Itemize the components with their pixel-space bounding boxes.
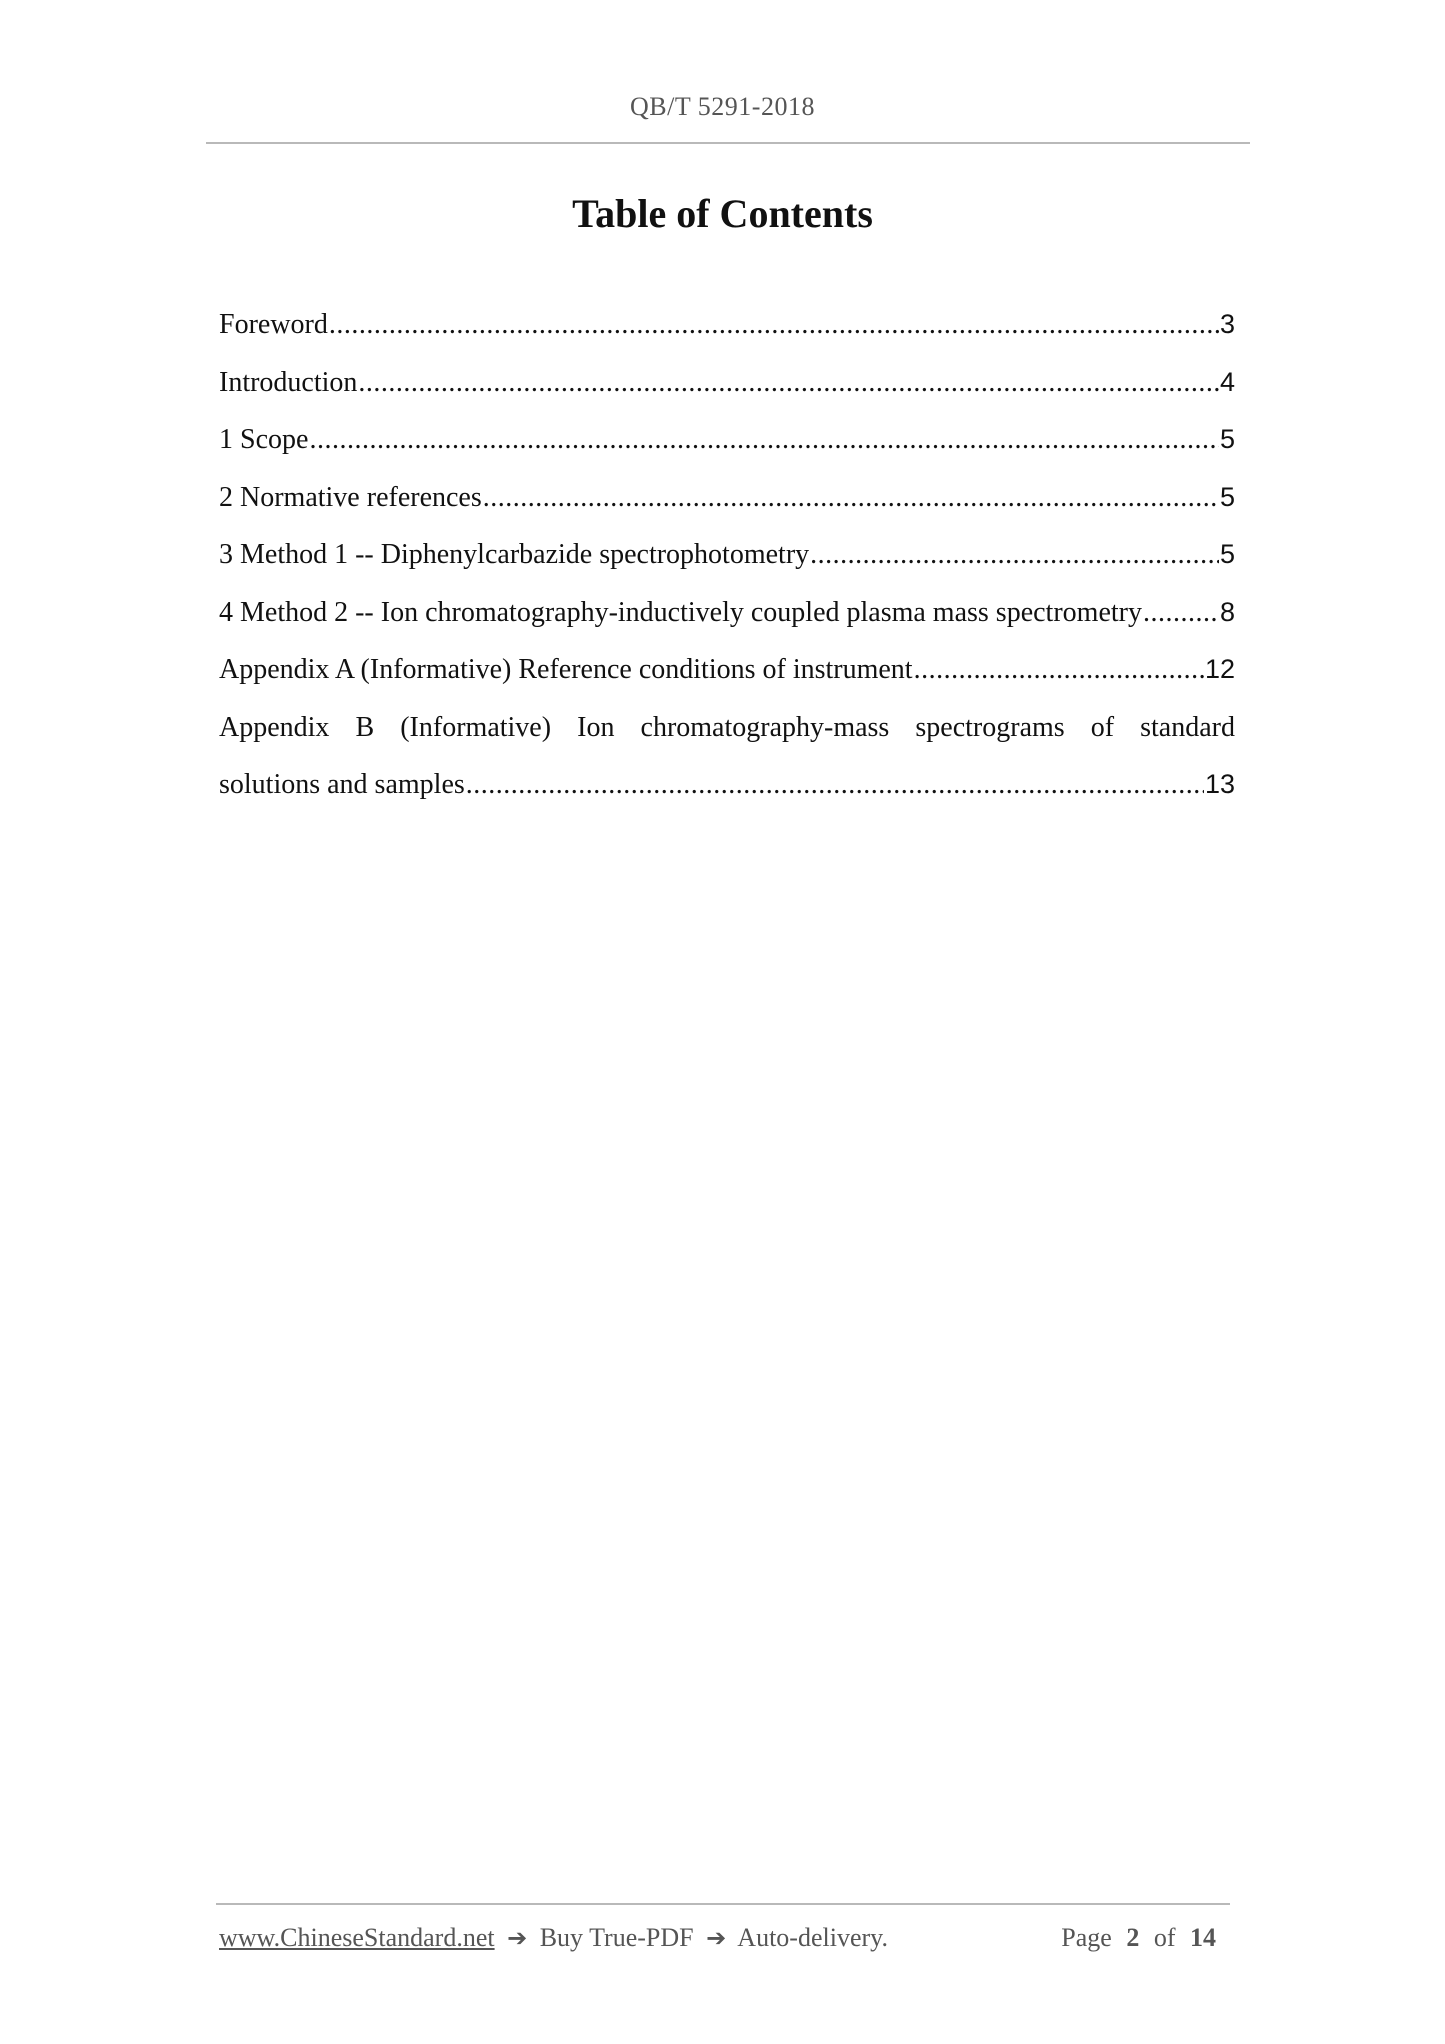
- page-current: 2: [1126, 1923, 1140, 1952]
- toc-entry-page: 5: [1219, 481, 1235, 512]
- toc-leader-dots: [483, 469, 1219, 527]
- toc-leader-dots: [1143, 584, 1219, 642]
- toc-entry-text: Appendix B (Informative) Ion chromatography-mass spectrograms of standard: [219, 711, 1235, 743]
- page-label: Page: [1061, 1923, 1112, 1952]
- toc-title: Table of Contents: [572, 191, 873, 236]
- toc-leader-dots: [358, 354, 1219, 412]
- arrow-right-icon: ➔: [706, 1924, 727, 1952]
- toc-entry-page: 5: [1219, 424, 1235, 454]
- toc-entry-text: 4 Method 2 -- Ion chromatography-inductively coupled plasma mass spectrometry: [219, 596, 1142, 628]
- running-header: QB/T 5291-2018: [630, 92, 815, 121]
- toc-entry-page: 5: [1219, 539, 1235, 569]
- toc-entry-appendix-b-line1[interactable]: [219, 699, 1235, 757]
- toc-entry-page: 12: [1204, 654, 1235, 684]
- toc-entry-page: 8: [1219, 596, 1235, 627]
- header-divider: [206, 142, 1250, 144]
- toc-entry-text: Introduction: [219, 366, 358, 398]
- toc-entry-appendix-b-line2[interactable]: [219, 756, 1235, 814]
- toc-leader-dots: [914, 641, 1204, 699]
- toc-entry-scope[interactable]: [219, 411, 1235, 469]
- toc-entry-foreword[interactable]: [219, 296, 1235, 354]
- buy-text: Buy True-PDF: [539, 1923, 694, 1952]
- footer-promo: [219, 1918, 888, 1958]
- page-footer: [219, 1918, 1230, 1958]
- toc-leader-dots: [309, 411, 1219, 469]
- toc-entry-appendix-a[interactable]: [219, 641, 1235, 699]
- arrow-right-icon: ➔: [507, 1924, 528, 1952]
- toc-entry-normative-references[interactable]: [219, 469, 1235, 527]
- delivery-text: Auto-delivery.: [737, 1923, 888, 1952]
- toc-entry-text: solutions and samples: [219, 769, 465, 800]
- toc-entry-introduction[interactable]: [219, 354, 1235, 412]
- toc-entry-page: 4: [1219, 366, 1235, 397]
- toc-entry-text: Appendix A (Informative) Reference conditions of instrument: [219, 654, 913, 685]
- toc-leader-dots: [810, 526, 1219, 584]
- footer-divider: [216, 1903, 1230, 1905]
- toc-list: [219, 296, 1235, 814]
- toc-entry-page: 13: [1204, 769, 1235, 799]
- toc-entry-text: 2 Normative references: [219, 481, 482, 513]
- toc-entry-text: 1 Scope: [219, 424, 309, 455]
- of-label: of: [1153, 1923, 1176, 1952]
- toc-entry-text: Foreword: [219, 309, 328, 340]
- toc-entry-method-2[interactable]: [219, 584, 1235, 642]
- page-number: [1061, 1918, 1224, 1958]
- toc-leader-dots: [329, 296, 1219, 354]
- toc-leader-dots: [466, 756, 1204, 814]
- toc-entry-text: 3 Method 1 -- Diphenylcarbazide spectrophotometry: [219, 539, 810, 570]
- toc-entry-page: 3: [1219, 309, 1235, 339]
- toc-entry-method-1[interactable]: [219, 526, 1235, 584]
- site-link[interactable]: www.ChineseStandard.net: [219, 1923, 495, 1952]
- page-total: 14: [1190, 1923, 1216, 1952]
